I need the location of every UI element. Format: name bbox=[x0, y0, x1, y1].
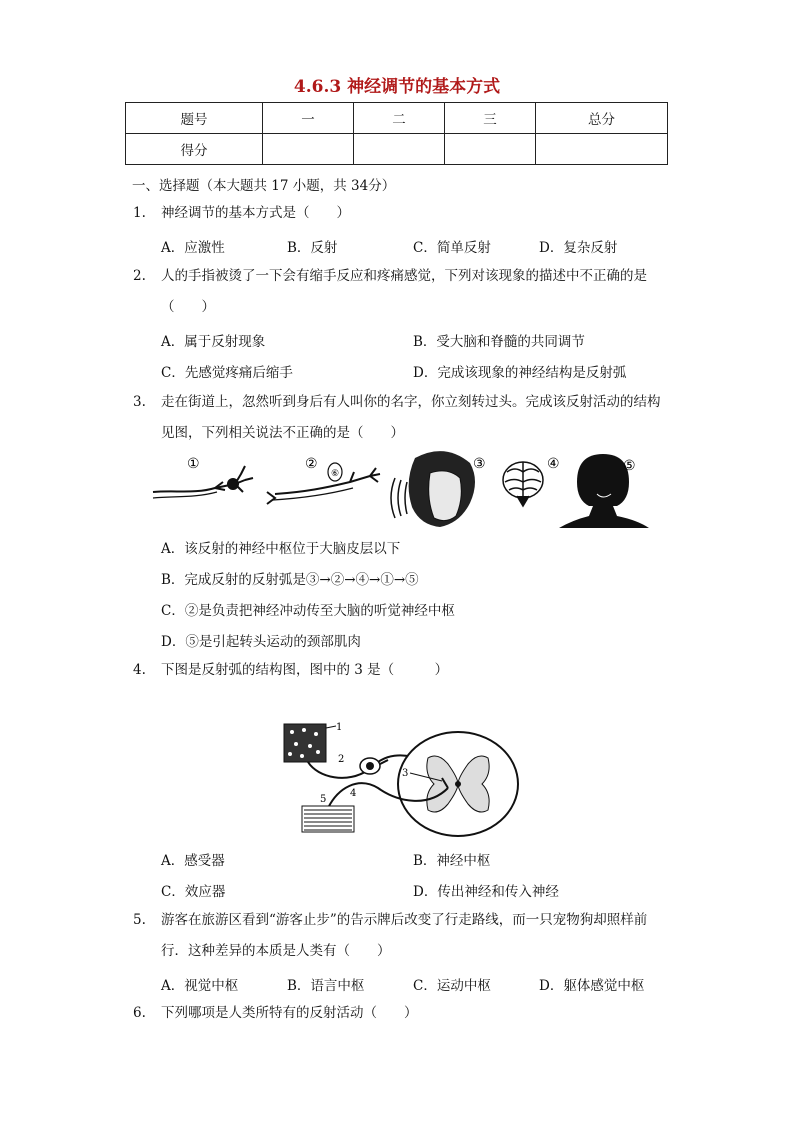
figure-label: ① bbox=[187, 456, 200, 472]
option-b[interactable]: B．完成反射的反射弧是③→②→④→①→⑤ bbox=[161, 572, 419, 588]
score-table bbox=[125, 102, 668, 165]
question-text: 下图是反射弧的结构图，图中的 3 是（ ） bbox=[161, 662, 449, 678]
option-d[interactable]: D．复杂反射 bbox=[539, 240, 618, 256]
option-b[interactable]: B．神经中枢 bbox=[413, 853, 491, 869]
figure-label: 4 bbox=[350, 788, 357, 799]
score-table-cell: 题号 bbox=[126, 103, 263, 134]
figure-label: ⑤ bbox=[623, 458, 636, 474]
option-b[interactable]: B．反射 bbox=[287, 240, 338, 256]
score-table-cell: 三 bbox=[445, 103, 536, 134]
score-table-cell: 得分 bbox=[126, 134, 263, 165]
section-heading: 一、选择题（本大题共 17 小题，共 34分） bbox=[132, 178, 396, 194]
option-c[interactable]: C．先感觉疼痛后缩手 bbox=[161, 365, 293, 381]
option-a[interactable]: A．该反射的神经中枢位于大脑皮层以下 bbox=[161, 541, 401, 557]
question-text: 走在街道上，忽然听到身后有人叫你的名字，你立刻转过头。完成该反射活动的结构见图，下列相关说法不正确的是（ ） bbox=[161, 394, 661, 441]
score-cell[interactable] bbox=[536, 134, 668, 165]
figure-label: 2 bbox=[338, 754, 345, 765]
option-d[interactable]: D．⑤是引起转头运动的颈部肌肉 bbox=[161, 634, 361, 650]
option-b[interactable]: B．受大脑和脊髓的共同调节 bbox=[413, 334, 585, 350]
figure-label: 1 bbox=[336, 722, 343, 733]
figure-label: ② bbox=[305, 456, 318, 472]
figure-label: 5 bbox=[320, 794, 327, 805]
figure-label: 3 bbox=[402, 768, 409, 779]
question-text: 人的手指被烫了一下会有缩手反应和疼痛感觉，下列对该现象的描述中不正确的是（ ） bbox=[161, 268, 647, 315]
figure-label: ④ bbox=[547, 456, 560, 472]
figure-label: ⑥ bbox=[331, 469, 340, 479]
question-text: 下列哪项是人类所特有的反射活动（ ） bbox=[161, 1005, 418, 1021]
score-table-cell: 一 bbox=[263, 103, 354, 134]
question-text: 神经调节的基本方式是（ ） bbox=[161, 205, 350, 221]
score-cell[interactable] bbox=[445, 134, 536, 165]
score-table-score-row bbox=[126, 134, 668, 165]
question-number: 6. bbox=[133, 1005, 146, 1021]
option-b[interactable]: B．语言中枢 bbox=[287, 978, 365, 994]
option-c[interactable]: C．运动中枢 bbox=[413, 978, 491, 994]
question-number: 3. bbox=[133, 394, 146, 410]
reflex-arc-diagram bbox=[278, 718, 523, 842]
question-number: 2. bbox=[133, 268, 146, 284]
score-cell[interactable] bbox=[263, 134, 354, 165]
option-c[interactable]: C．效应器 bbox=[161, 884, 226, 900]
question-text: 游客在旅游区看到“游客止步”的告示牌后改变了行走路线，而一只宠物狗却照样前行．这种差异的本质是人类有（ ） bbox=[161, 912, 648, 959]
option-d[interactable]: D．躯体感觉中枢 bbox=[539, 978, 645, 994]
page-title: 4.6.3 神经调节的基本方式 bbox=[293, 77, 501, 97]
option-a[interactable]: A．属于反射现象 bbox=[161, 334, 266, 350]
score-cell[interactable] bbox=[354, 134, 445, 165]
option-c[interactable]: C．②是负责把神经冲动传至大脑的听觉神经中枢 bbox=[161, 603, 455, 619]
option-a[interactable]: A．视觉中枢 bbox=[161, 978, 239, 994]
score-table-cell: 二 bbox=[354, 103, 445, 134]
option-a[interactable]: A．感受器 bbox=[161, 853, 225, 869]
question-number: 4. bbox=[133, 662, 146, 678]
question-number: 1. bbox=[133, 205, 146, 221]
reflex-arc-pictures bbox=[145, 448, 655, 528]
option-c[interactable]: C．简单反射 bbox=[413, 240, 491, 256]
score-table-header-row bbox=[126, 103, 668, 134]
option-d[interactable]: D．传出神经和传入神经 bbox=[413, 884, 559, 900]
figure-label: ③ bbox=[473, 456, 486, 472]
option-a[interactable]: A．应激性 bbox=[161, 240, 225, 256]
question-number: 5. bbox=[133, 912, 146, 928]
score-table-cell: 总分 bbox=[536, 103, 668, 134]
option-d[interactable]: D．完成该现象的神经结构是反射弧 bbox=[413, 365, 627, 381]
